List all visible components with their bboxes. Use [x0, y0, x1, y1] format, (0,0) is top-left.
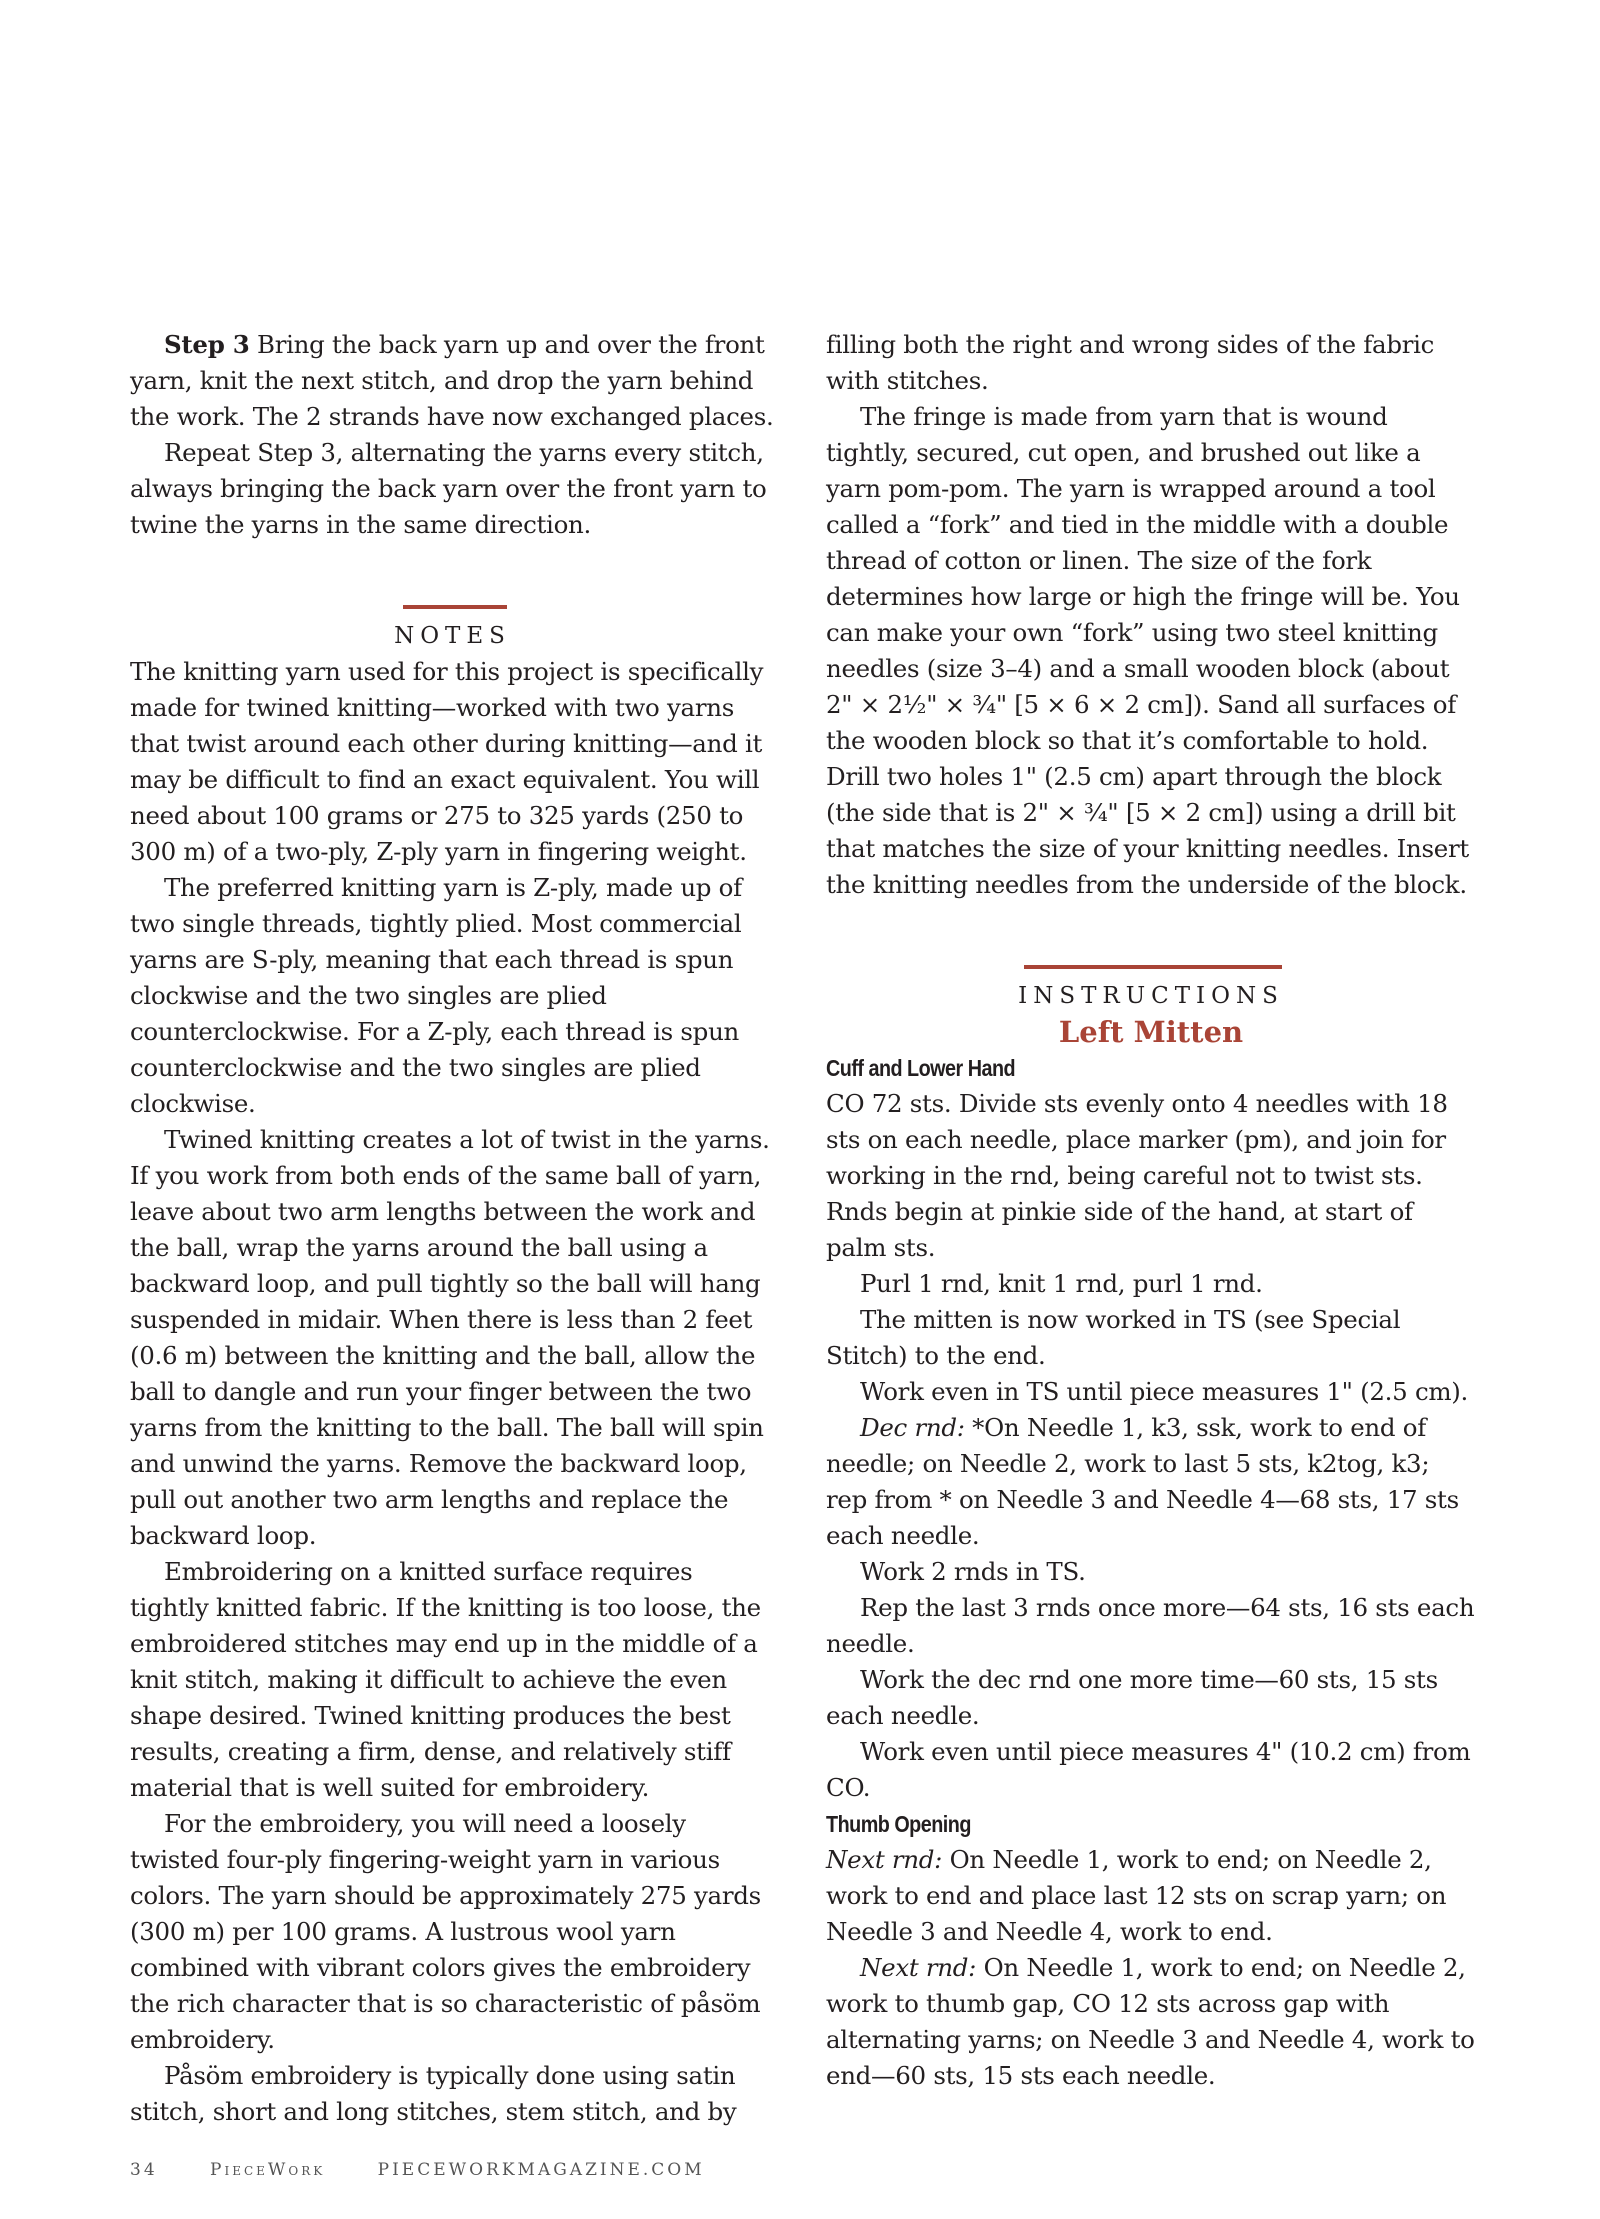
notes-heading: NOTES [394, 623, 511, 649]
website-url: PIECEWORKMAGAZINE.COM [377, 2160, 705, 2180]
page-number: 34 [130, 2160, 158, 2180]
notes-paragraph-1: The knitting yarn used for this project is specifically made for twined knitting—worked with two yarns that twist around each other during knitting—and it may be difficult to find an exact equivalent. You will need about 100 grams or 275 to 325 yards (250 to 300 m) of a two-ply, Z-ply yarn in fingering weight. [130, 657, 764, 866]
notes-paragraph-4: Embroidering on a knitted surface requires tightly knitted fabric. If the knitting is too loose, the embroidered stitches may end up in the middle of a knit stitch, making it difficult to achieve the even shape desired. Twined knitting produces the best results, creating a firm, dense, and relatively stiff material that is well suited for embroidery. [130, 1557, 761, 1802]
fringe-paragraph: The fringe is made from yarn that is wound tightly, secured, cut open, and brushed out like a yarn pom-pom. The yarn is wrapped around a tool called a “fork” and tied in the middle with a double thread of cotton or linen. The size of the fork determines how large or high the fringe will be. You can make your own “fork” using two steel knitting needles (size 3–4) and a small wooden block (about 2" × 2½" × ¾" [5 × 6 × 2 cm]). Sand all surfaces of the wooden block so that it’s comfortable to hold. Drill two holes 1" (2.5 cm) apart through the block (the side that is 2" × ¾" [5 × 2 cm]) using a drill bit that matches the size of your knitting needles. Insert the knitting needles from the underside of the block. [826, 402, 1469, 899]
mitten-ts-paragraph: The mitten is now worked in TS (see Special Stitch) to the end. [826, 1305, 1401, 1370]
dec-rnd-label: Dec rnd: [860, 1413, 965, 1442]
dec-rnd-paragraph [826, 1410, 1476, 1554]
repeat-step-paragraph: Repeat Step 3, alternating the yarns every stitch, always bringing the back yarn over the front yarn to twine the yarns in the same direction. [130, 438, 767, 539]
next-rnd-label-1: Next rnd: [826, 1845, 943, 1874]
purl-rnd-paragraph: Purl 1 rnd, knit 1 rnd, purl 1 rnd. [860, 1269, 1263, 1298]
notes-paragraph-6: Påsöm embroidery is typically done using satin stitch, short and long stitches, stem stitch, and by [130, 2061, 737, 2126]
work-2-rnds-paragraph: Work 2 rnds in TS. [860, 1557, 1086, 1586]
left-column [130, 327, 775, 2130]
page-footer [130, 2160, 749, 2180]
rep-last-3-paragraph: Rep the last 3 rnds once more—64 sts, 16 sts each needle. [826, 1593, 1475, 1658]
next-rnd-text-2: On Needle 1, work to end; on Needle 2, work to thumb gap, CO 12 sts across gap with alternating yarns; on Needle 3 and Needle 4, work to end—60 sts, 15 sts each needle. [826, 1953, 1475, 2090]
notes-rule [403, 605, 507, 609]
work-even-4-paragraph: Work even until piece measures 4" (10.2 cm) from CO. [826, 1737, 1471, 1802]
work-even-paragraph: Work even in TS until piece measures 1" (2.5 cm). [860, 1377, 1469, 1406]
step-3-paragraph [130, 327, 775, 435]
notes-paragraph-3: Twined knitting creates a lot of twist in the yarns. If you work from both ends of the same ball of yarn, leave about two arm lengths between the work and the ball, wrap the yarns around the ball using a backward loop, and pull tightly so the ball will hang suspended in midair. When there is less than 2 feet (0.6 m) between the knitting and the ball, allow the ball to dangle and run your finger between the two yarns from the knitting to the ball. The ball will spin and unwind the yarns. Remove the backward loop, pull out another two arm lengths and replace the backward loop. [130, 1125, 770, 1550]
left-mitten-title: Left Mitten [1058, 1015, 1244, 1049]
cuff-co-paragraph: CO 72 sts. Divide sts evenly onto 4 needles with 18 sts on each needle, place marker (pm), and join for working in the rnd, being careful not to twist sts. Rnds begin at pinkie side of the hand, at start of palm sts. [826, 1089, 1448, 1262]
work-dec-more-paragraph: Work the dec rnd one more time—60 sts, 15 sts each needle. [826, 1665, 1438, 1730]
instructions-section [826, 965, 1476, 1050]
notes-paragraph-5: For the embroidery, you will need a loosely twisted four-ply fingering-weight yarn in various colors. The yarn should be approximately 275 yards (300 m) per 100 grams. A lustrous wool yarn combined with vibrant colors gives the embroidery the rich character that is so characteristic of påsöm embroidery. [130, 1809, 761, 2054]
cuff-subheading: Cuff and Lower Hand [826, 1055, 1016, 1081]
right-column [826, 327, 1476, 2094]
instructions-heading: INSTRUCTIONS [1018, 983, 1284, 1009]
next-rnd-text-1: On Needle 1, work to end; on Needle 2, work to end and place last 12 sts on scrap yarn; on Needle 3 and Needle 4, work to end. [826, 1845, 1447, 1946]
thumb-subheading: Thumb Opening [826, 1811, 971, 1837]
notes-section [130, 605, 775, 654]
dec-rnd-text: *On Needle 1, k3, ssk, work to end of needle; on Needle 2, work to last 5 sts, k2tog, k3; rep from * on Needle 3 and Needle 4—68 sts, 17 sts each needle. [826, 1413, 1459, 1550]
next-rnd-paragraph-2 [826, 1950, 1476, 2094]
step-3-text: Bring the back yarn up and over the front yarn, knit the next stitch, and drop the yarn behind the work. The 2 strands have now exchanged places. [130, 330, 774, 431]
next-rnd-label-2: Next rnd: [860, 1953, 977, 1982]
instructions-rule [1024, 965, 1282, 969]
notes-paragraph-2: The preferred knitting yarn is Z-ply, made up of two single threads, tightly plied. Most commercial yarns are S-ply, meaning that each thread is spun clockwise and the two singles are plied counterclockwise. For a Z-ply, each thread is spun counterclockwise and the two singles are plied clockwise. [130, 873, 742, 1118]
next-rnd-paragraph-1 [826, 1842, 1476, 1950]
step-3-lead: Step 3 [164, 330, 250, 359]
magazine-name: PieceWork [210, 2160, 326, 2180]
continuation-paragraph: filling both the right and wrong sides of the fabric with stitches. [826, 330, 1435, 395]
